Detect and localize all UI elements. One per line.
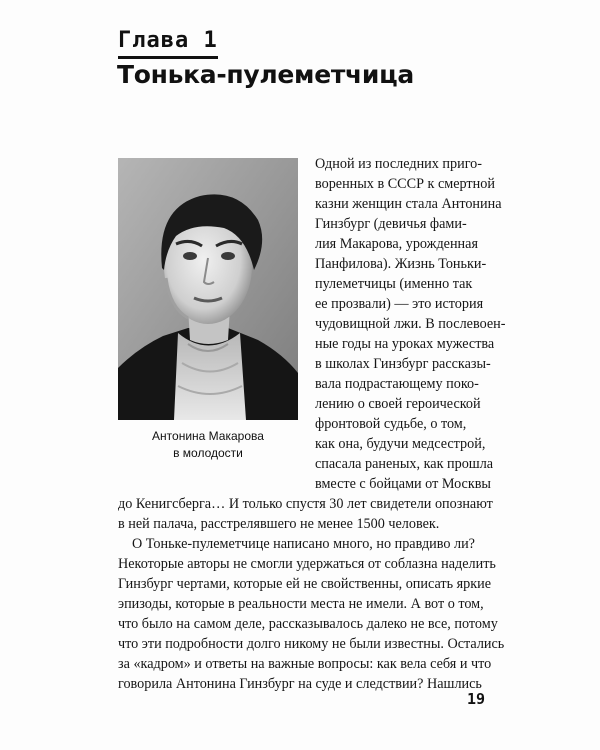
text-line: говорила Антонина Гинзбург на суде и следствии? Нашлись bbox=[118, 676, 482, 692]
text-line: пулеметчицы (именно так bbox=[315, 276, 473, 292]
text-line: в ней палача, расстрелявшего не менее 1500 человек. bbox=[118, 516, 440, 532]
text-line: Некоторые авторы не смогли удержаться от соблазна наделить bbox=[118, 556, 496, 572]
text-line: вала подрастающему поко- bbox=[315, 376, 479, 392]
text-line: Панфилова). Жизнь Тоньки- bbox=[315, 256, 487, 272]
text-line: до Кенигсберга… И только спустя 30 лет свидетели опознают bbox=[118, 496, 493, 512]
chapter-title: Тонька-пулеметчица bbox=[117, 60, 414, 89]
text-line: ные годы на уроках мужества bbox=[315, 336, 495, 352]
text-line: О Тоньке-пулеметчице написано много, но правдиво ли? bbox=[132, 536, 475, 552]
text-line: Одной из последних приго- bbox=[315, 156, 482, 172]
text-line: что эти подробности долго никому не были известны. Остались bbox=[118, 636, 505, 652]
caption-line: в молодости bbox=[173, 446, 243, 460]
photo-caption bbox=[118, 428, 298, 462]
chapter-label: Глава 1 bbox=[118, 28, 218, 59]
text-line: эпизоды, которые в реальности места не имели. А вот о том, bbox=[118, 596, 484, 612]
text-line: как она, будучи медсестрой, bbox=[315, 436, 486, 452]
text-line: в школах Гинзбург рассказы- bbox=[315, 356, 491, 372]
text-line: лия Макарова, урожденная bbox=[315, 236, 478, 252]
text-line: Гинзбург (девичья фами- bbox=[315, 216, 467, 232]
text-line: что было на самом деле, рассказывалось далеко не все, потому bbox=[118, 616, 498, 632]
text-line: воренных в СССР к смертной bbox=[315, 176, 495, 192]
text-line: лению о своей героической bbox=[315, 396, 481, 412]
caption-line: Антонина Макарова bbox=[152, 429, 264, 443]
text-line: вместе с бойцами от Москвы bbox=[315, 476, 491, 492]
text-line: спасала раненых, как прошла bbox=[315, 456, 494, 472]
text-line: казни женщин стала Антонина bbox=[315, 196, 502, 212]
text-line: чудовищной лжи. В послевоен- bbox=[315, 316, 506, 332]
portrait-photo bbox=[118, 158, 298, 420]
page-number: 19 bbox=[466, 690, 485, 708]
portrait-illustration bbox=[118, 158, 298, 420]
text-line: Гинзбург чертами, которые ей не свойственны, описать яркие bbox=[118, 576, 491, 592]
text-line: за «кадром» и ответы на важные вопросы: как вела себя и что bbox=[118, 656, 492, 672]
text-line: фронтовой судьбе, о том, bbox=[315, 416, 467, 432]
text-line: ее прозвали) — это история bbox=[315, 296, 484, 312]
